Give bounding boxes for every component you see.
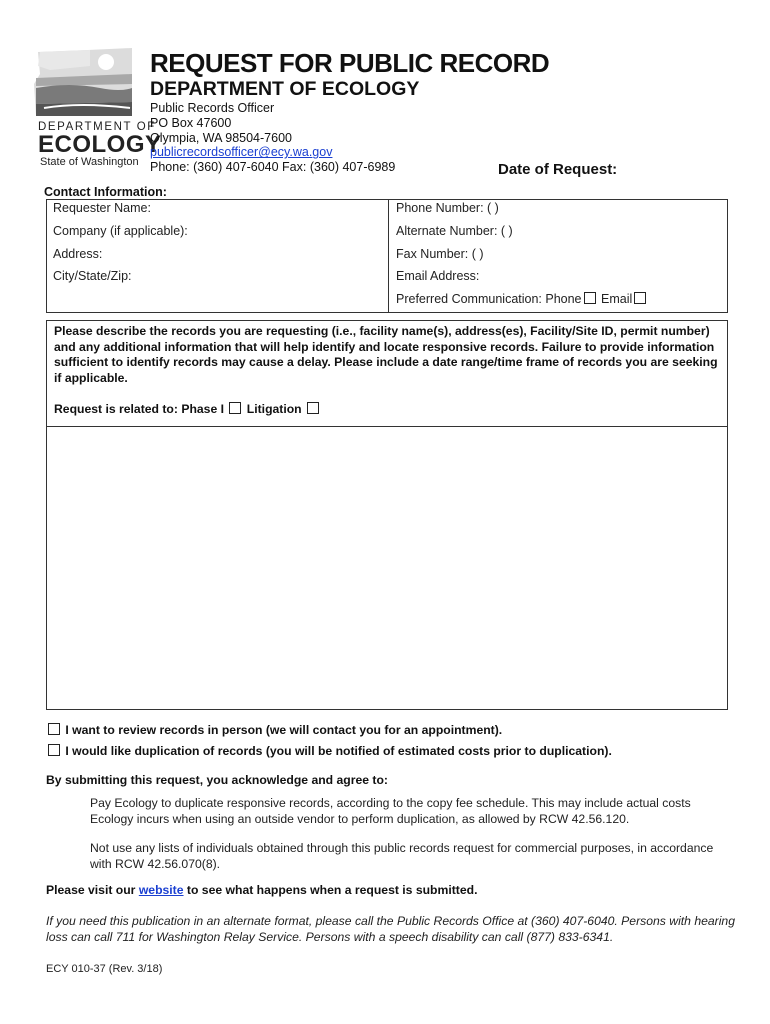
preferred-email-label: Email — [601, 292, 633, 306]
date-of-request-label: Date of Request: — [498, 161, 618, 178]
email-link[interactable]: publicrecordsofficer@ecy.wa.gov — [150, 145, 333, 160]
visit-prefix: Please visit our — [46, 883, 136, 897]
visit-suffix: to see what happens when a request is submitted. — [186, 883, 478, 897]
phone-number-field[interactable]: Phone Number: ( ) — [396, 201, 499, 215]
logo-text-ecology: ECOLOGY — [38, 131, 162, 158]
request-related-row — [54, 402, 321, 416]
email-checkbox[interactable] — [634, 292, 646, 304]
agreement-para-1: Pay Ecology to duplicate responsive records, according to the copy fee schedule. This may include actual costs Ecology incurs when using an outside vendor to perform duplication, as allowed by RCW 42.56.120. — [90, 796, 691, 826]
logo-text-department: DEPARTMENT OF — [38, 121, 156, 133]
litigation-checkbox[interactable] — [307, 402, 319, 414]
address-field[interactable]: Address: — [53, 247, 103, 261]
request-related-label: Request is related to: Phase I — [54, 402, 225, 416]
review-in-person-label: I want to review records in person (we will contact you for an appointment). — [65, 723, 503, 737]
preferred-communication — [396, 292, 648, 306]
litigation-label: Litigation — [246, 402, 302, 416]
duplication-option — [46, 744, 612, 758]
city-state-zip-field[interactable]: City/State/Zip: — [53, 269, 132, 283]
logo-text-state: State of Washington — [40, 156, 139, 168]
office-address — [150, 101, 395, 175]
requester-name-field[interactable]: Requester Name: — [53, 201, 151, 215]
city-line: Olympia, WA 98504-7600 — [150, 130, 292, 145]
records-description-instructions: Please describe the records you are requesting (i.e., facility name(s), address(es), Facility/Site ID, permit number) and any additional information that will help identify and locate responsive records. Failure to provide information sufficient to identify records may cause a delay. Please include a date range/time frame of records you are seeking if applicable. — [54, 324, 718, 385]
alternate-format-notice: If you need this publication in an alternate format, please call the Public Records Office at (360) 407-6040. Persons with hearing loss can call 711 for Washington Relay Service. Persons with a speech disability can call (877) 833-6341. — [46, 914, 735, 944]
page-title: REQUEST FOR PUBLIC RECORD — [150, 48, 550, 78]
company-field[interactable]: Company (if applicable): — [53, 224, 188, 238]
phase-i-checkbox[interactable] — [229, 402, 241, 414]
form-number-footer: ECY 010-37 (Rev. 3/18) — [46, 963, 163, 975]
duplication-checkbox[interactable] — [48, 744, 60, 756]
review-in-person-option — [46, 723, 502, 737]
review-in-person-checkbox[interactable] — [48, 723, 60, 735]
contact-info-label: Contact Information: — [44, 185, 167, 199]
phone-fax-line: Phone: (360) 407-6040 Fax: (360) 407-6989 — [150, 160, 396, 175]
fax-number-field[interactable]: Fax Number: ( ) — [396, 247, 484, 261]
email-address-field[interactable]: Email Address: — [396, 269, 480, 283]
page-subtitle: DEPARTMENT OF ECOLOGY — [150, 78, 420, 100]
agreement-label: By submitting this request, you acknowledge and agree to: — [46, 773, 388, 787]
duplication-label: I would like duplication of records (you will be notified of estimated costs prior to duplication). — [65, 744, 612, 758]
agreement-para-2: Not use any lists of individuals obtained through this public records request for commercial purposes, in accordance with RCW 42.56.070(8). — [90, 841, 714, 871]
visit-website-line — [46, 883, 477, 897]
officer-line: Public Records Officer — [150, 101, 275, 115]
description-divider — [46, 426, 728, 427]
alternate-number-field[interactable]: Alternate Number: ( ) — [396, 224, 513, 238]
website-link[interactable]: website — [138, 883, 184, 897]
phone-checkbox[interactable] — [584, 292, 596, 304]
po-box-line: PO Box 47600 — [150, 115, 232, 130]
contact-divider — [388, 199, 389, 313]
preferred-communication-label: Preferred Communication: Phone — [396, 292, 582, 306]
